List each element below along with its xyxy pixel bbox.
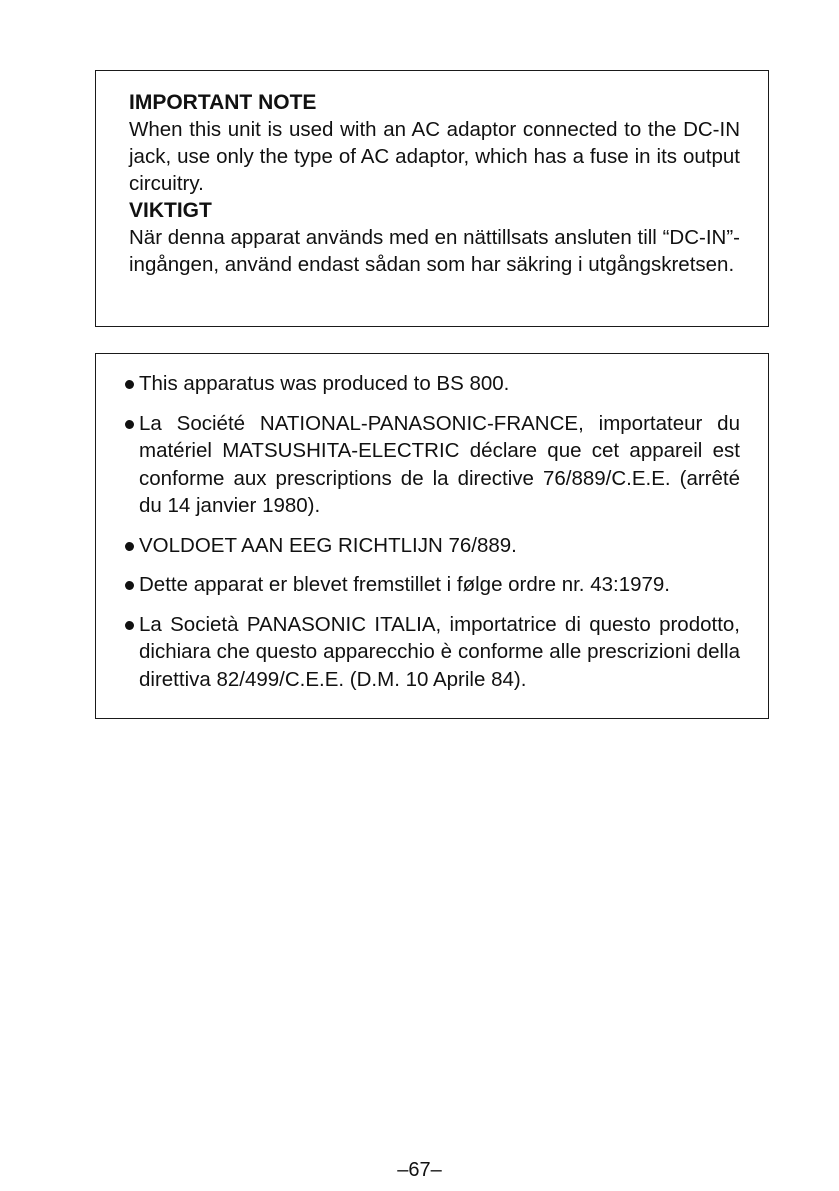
important-note-text-en: When this unit is used with an AC adaptor connected to the DC-IN jack, use only the type of AC adaptor, which has a fuse in its output circuitry. [129,118,740,195]
compliance-item-italy [123,611,740,694]
important-note-text-sv: När denna apparat används med en nättillsats ansluten till “DC-IN”-ingången, använd endast sådan som har säkring i utgångskretsen. [129,226,740,276]
compliance-item-text: Dette apparat er blevet fremstillet i følge ordre nr. 43:1979. [139,573,670,596]
compliance-item-netherlands [123,532,740,560]
compliance-item-france [123,410,740,520]
compliance-item-text: VOLDOET AAN EEG RICHTLIJN 76/889. [139,533,517,557]
page-number: –67– [397,1159,442,1181]
bullet-icon [125,542,134,551]
compliance-item-text: This apparatus was produced to BS 800. [139,372,510,395]
compliance-item-text: La Società PANASONIC ITALIA, importatrice di questo prodotto, dichiara che questo apparecchio è conforme alle prescrizioni della direttiva 82/499/C.E.E. (D.M. 10 Aprile 84). [139,612,740,691]
compliance-item-denmark [123,571,740,599]
compliance-item-text: La Société NATIONAL-PANASONIC-FRANCE, importateur du matériel MATSUSHITA-ELECTRIC déclare que cet appareil est conforme aux prescriptions de la directive 76/889/C.E.E. (arrêté du 14 janvier 1980). [139,411,740,517]
important-note-heading: IMPORTANT NOTE [129,91,317,114]
bullet-icon [125,621,134,630]
compliance-item-bs800 [123,370,740,398]
viktigt-heading: VIKTIGT [129,199,212,222]
compliance-box [95,353,769,719]
bullet-icon [125,380,134,389]
bullet-icon [125,581,134,590]
bullet-icon [125,420,134,429]
important-note-box [95,70,769,327]
